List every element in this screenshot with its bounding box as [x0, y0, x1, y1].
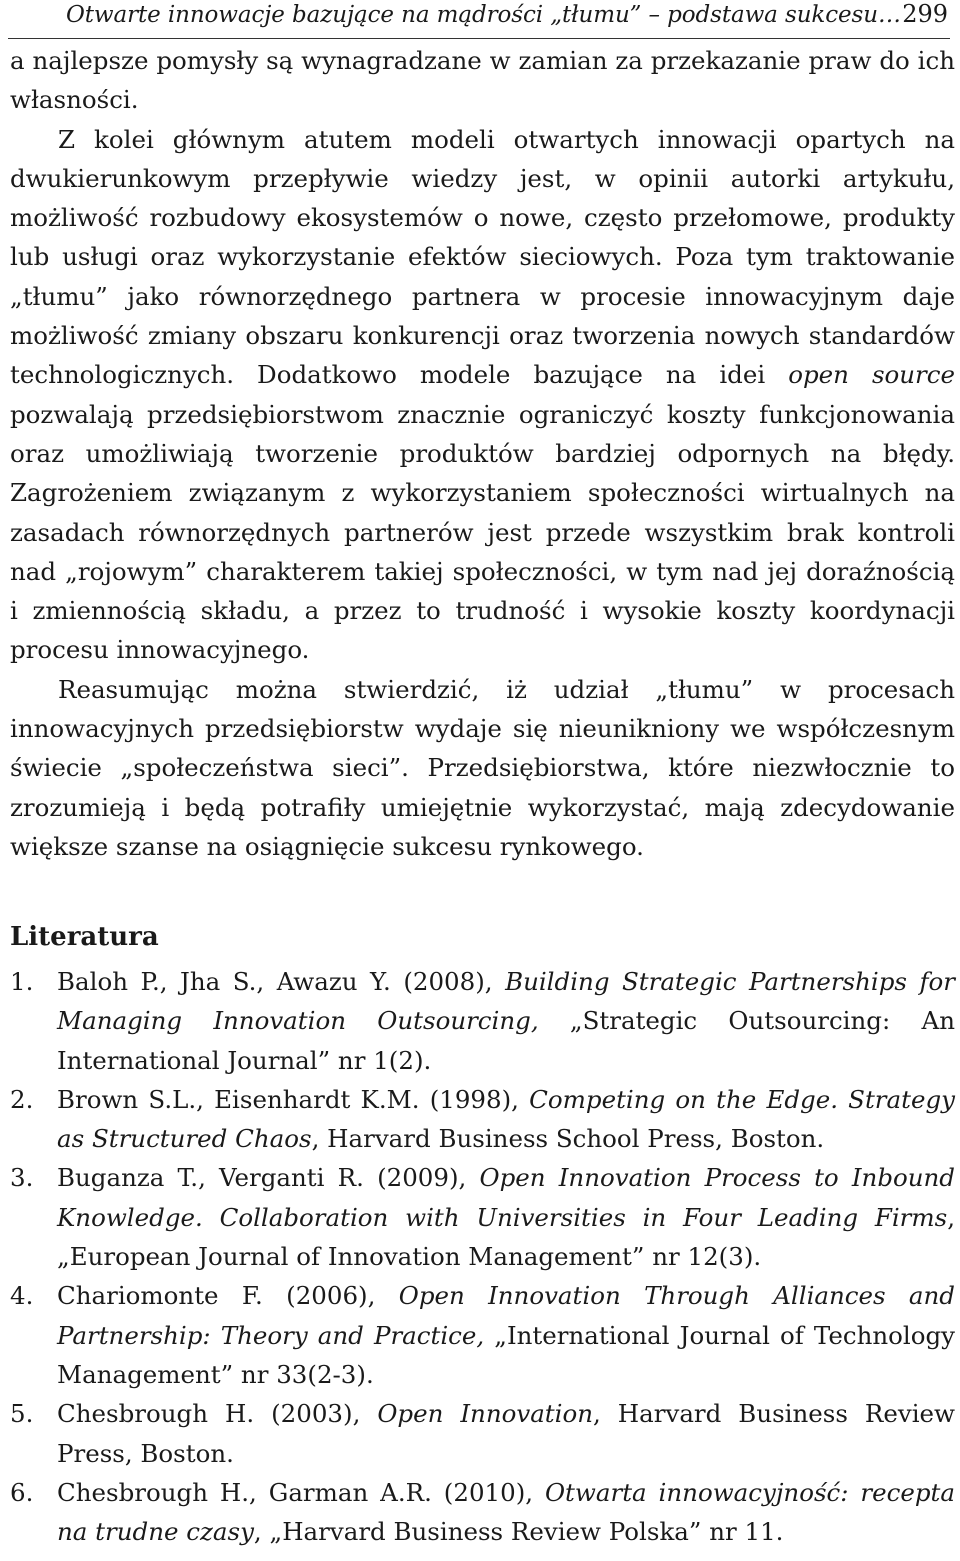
- reference-number: 2.: [10, 1084, 34, 1114]
- reference-source: , „European Journal of Innovation Management” nr 12(3).: [57, 1202, 955, 1272]
- reference-title: Building Strategic Partnerships for Managing Innovation Outsourcing,: [57, 967, 955, 1036]
- running-header: [8, 0, 950, 39]
- reference-authors: Buganza T., Verganti R. (2009),: [57, 1163, 480, 1193]
- reference-source: , „Harvard Business Review Polska” nr 11.: [253, 1517, 784, 1547]
- reference-source: , Harvard Business School Press, Boston.: [311, 1124, 825, 1154]
- reference-title: Otwarta innowacyjność: recepta na trudne czasy: [57, 1477, 955, 1547]
- reference-number: 6.: [10, 1477, 34, 1507]
- reference-item: [10, 962, 955, 1080]
- reference-title: Open Innovation Process to Inbound Knowledge. Collaboration with Universities in Four Leading Firms: [57, 1163, 955, 1232]
- reference-item: [10, 1276, 955, 1394]
- literature-heading: Literatura: [10, 922, 159, 952]
- paragraph-text: pozwalają przedsiębiorstwom znacznie ograniczyć koszty funkcjonowania oraz umożliwiają tworzenie produktów bardziej odpornych na błędy. Zagrożeniem związanym z wykorzystaniem społeczności wirtualnych na zasadach równorzędnych partnerów jest przede wszystkim brak kontroli nad „rojowym” charakterem takiej społeczności, w tym nad jej doraźnością i zmiennością składu, a przez to trudność i wysokie koszty koordynacji procesu innowacyjnego.: [10, 399, 955, 665]
- reference-authors: Chesbrough H. (2003),: [57, 1399, 378, 1429]
- paragraph-conclusion: Reasumując można stwierdzić, iż udział „tłumu” w procesach innowacyjnych przedsiębiorstw wydaje się nieunikniony we współczesnym świecie „społeczeństwa sieci”. Przedsiębiorstwa, które niezwłocznie to zrozumieją i będą potrafiły umiejętnie wykorzystać, mają zdecydowanie większe szanse na osiągnięcie sukcesu rynkowego.: [10, 674, 955, 861]
- reference-number: 1.: [10, 967, 34, 996]
- reference-source: , Harvard Business Review Press, Boston.: [57, 1399, 956, 1468]
- reference-authors: Brown S.L., Eisenhardt K.M. (1998),: [57, 1084, 530, 1114]
- reference-title: Open Innovation: [377, 1399, 594, 1429]
- emphasis-open-source: open source: [788, 360, 955, 390]
- paragraph-text: Z kolei głównym atutem modeli otwartych innowacji opartych na dwukierunkowym przepływie wiedzy jest, w opinii autorki artykułu, możliwość rozbudowy ekosystemów o nowe, często przełomowe, produkty lub usługi oraz wykorzystanie efektów sieciowych. Poza tym traktowanie „tłumu” jako równorzędnego partnera w procesie innowacyjnym daje możliwość zmiany obszaru konkurencji oraz tworzenia nowych standardów technologicznych. Dodatkowo modele bazujące na idei: [10, 124, 955, 390]
- reference-item: [10, 1473, 955, 1552]
- page-number: 299: [902, 0, 948, 28]
- reference-item: [10, 1080, 955, 1159]
- reference-authors: Baloh P., Jha S., Awazu Y. (2008),: [57, 967, 506, 996]
- reference-source: „Strategic Outsourcing: An International Journal” nr 1(2).: [57, 1006, 955, 1075]
- reference-item: [10, 1158, 955, 1276]
- reference-authors: Chariomonte F. (2006),: [57, 1281, 399, 1311]
- reference-number: 5.: [10, 1399, 34, 1429]
- running-header-title: Otwarte innowacje bazujące na mądrości „tłumu” – podstawa sukcesu…: [66, 2, 901, 28]
- paragraph-continued: a najlepsze pomysły są wynagradzane w zamian za przekazanie praw do ich własności.: [10, 46, 955, 115]
- reference-item: [10, 1394, 955, 1473]
- reference-title: Open Innovation Through Alliances and Partnership: Theory and Practice,: [57, 1281, 955, 1350]
- reference-number: 4.: [10, 1281, 34, 1311]
- paragraph-main-advantages: [10, 120, 955, 670]
- reference-title: Competing on the Edge. Strategy as Structured Chaos: [57, 1084, 955, 1154]
- body-text: [10, 41, 955, 866]
- reference-number: 3.: [10, 1163, 34, 1193]
- reference-list: [10, 962, 955, 1551]
- reference-source: „International Journal of Technology Management” nr 33(2-3).: [57, 1320, 955, 1389]
- reference-authors: Chesbrough H., Garman A.R. (2010),: [57, 1477, 545, 1507]
